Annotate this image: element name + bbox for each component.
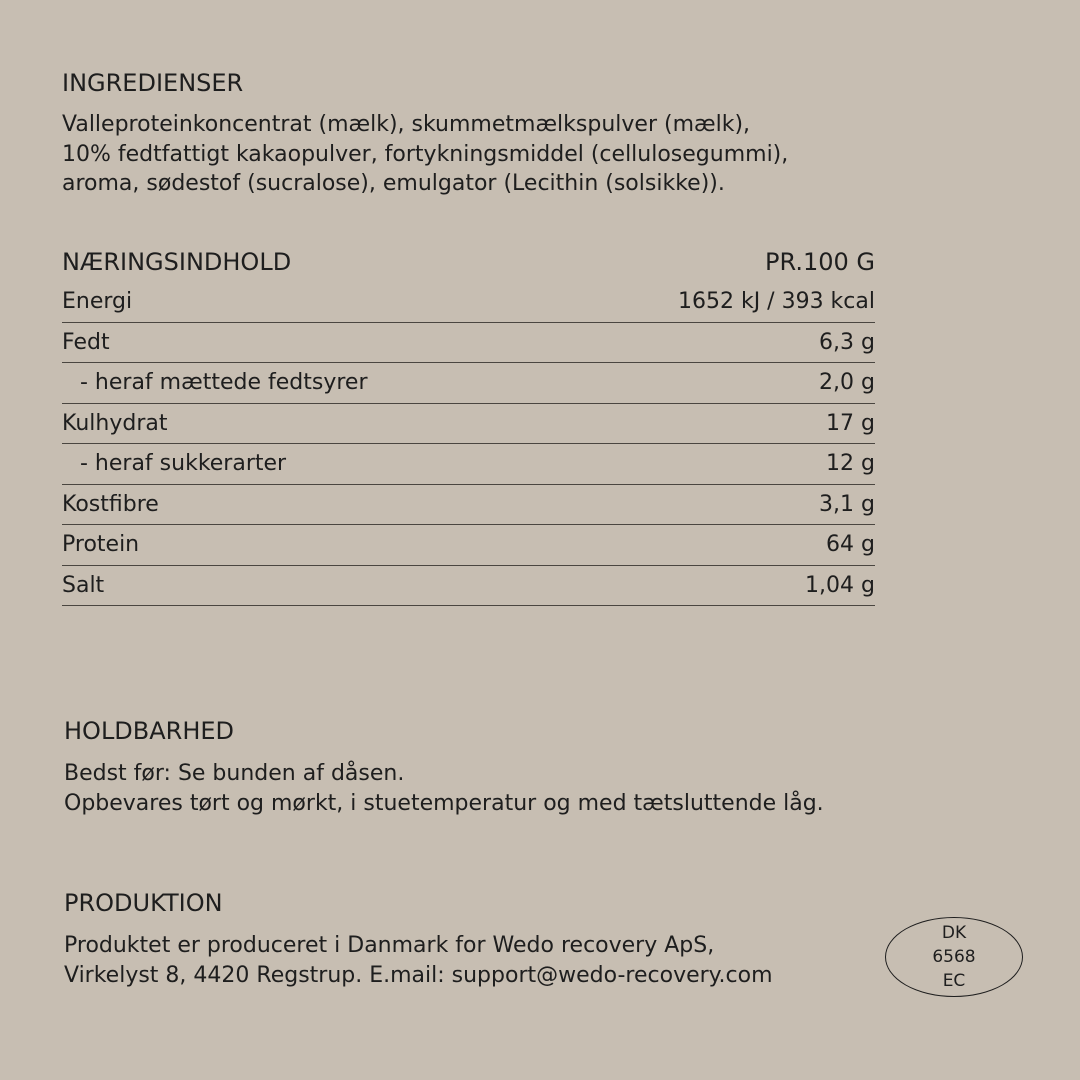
- ingredients-line: aroma, sødestof (sucralose), emulgator (Lecithin (solsikke)).: [62, 171, 725, 196]
- nutrition-label: - heraf mættede fedtsyrer: [80, 370, 368, 396]
- nutrition-row-energi: [62, 282, 875, 323]
- nutrition-row-protein: [62, 525, 875, 566]
- production-line: Produktet er produceret i Danmark for Wedo recovery ApS,: [64, 933, 715, 958]
- identification-mark: [885, 917, 1023, 997]
- nutrition-row-maettede-fedtsyrer: [62, 363, 875, 404]
- nutrition-label: - heraf sukkerarter: [80, 451, 287, 477]
- nutrition-table-header: [62, 242, 875, 282]
- nutrition-row-kostfibre: [62, 485, 875, 526]
- identification-mark-number: 6568: [932, 947, 976, 967]
- nutrition-value: 1,04 g: [805, 572, 875, 598]
- nutrition-value: 17 g: [826, 410, 875, 436]
- nutrition-per-label: PR.100 G: [765, 248, 875, 276]
- ingredients-text: [62, 110, 788, 199]
- nutrition-value: 64 g: [826, 532, 875, 558]
- nutrition-row-salt: [62, 566, 875, 607]
- shelf-life-line: Opbevares tørt og mørkt, i stuetemperatur og med tætsluttende låg.: [64, 790, 824, 816]
- shelf-life-heading: HOLDBARHED: [64, 717, 235, 745]
- identification-mark-country: DK: [941, 923, 967, 943]
- nutrition-heading: NÆRINGSINDHOLD: [62, 248, 292, 276]
- nutrition-row-sukkerarter: [62, 444, 875, 485]
- nutrition-label: Kostfibre: [62, 491, 159, 517]
- shelf-life-text: [64, 759, 824, 818]
- identification-mark-region: EC: [942, 971, 966, 991]
- nutrition-value: 1652 kJ / 393 kcal: [677, 289, 875, 315]
- shelf-life-line: Bedst før: Se bunden af dåsen.: [64, 761, 405, 786]
- production-line: Virkelyst 8, 4420 Regstrup. E.mail: support@wedo-recovery.com: [64, 962, 773, 988]
- production-text: [64, 931, 773, 990]
- ingredients-heading: INGREDIENSER: [62, 69, 244, 97]
- nutrition-row-fedt: [62, 323, 875, 364]
- nutrition-label: Kulhydrat: [62, 410, 168, 436]
- nutrition-table: [62, 242, 875, 606]
- nutrition-label: Energi: [62, 289, 133, 315]
- nutrition-value: 12 g: [826, 451, 875, 477]
- ingredients-line: Valleproteinkoncentrat (mælk), skummetmælkspulver (mælk),: [62, 112, 751, 137]
- nutrition-label: Protein: [62, 532, 140, 558]
- nutrition-value: 3,1 g: [819, 491, 875, 517]
- nutrition-value: 6,3 g: [819, 329, 875, 355]
- nutrition-value: 2,0 g: [819, 370, 875, 396]
- nutrition-row-kulhydrat: [62, 404, 875, 445]
- production-heading: PRODUKTION: [64, 889, 223, 917]
- nutrition-label: Salt: [62, 572, 105, 598]
- ingredients-line: 10% fedtfattigt kakaopulver, fortykningsmiddel (cellulosegummi),: [62, 141, 789, 167]
- nutrition-label: Fedt: [62, 329, 110, 355]
